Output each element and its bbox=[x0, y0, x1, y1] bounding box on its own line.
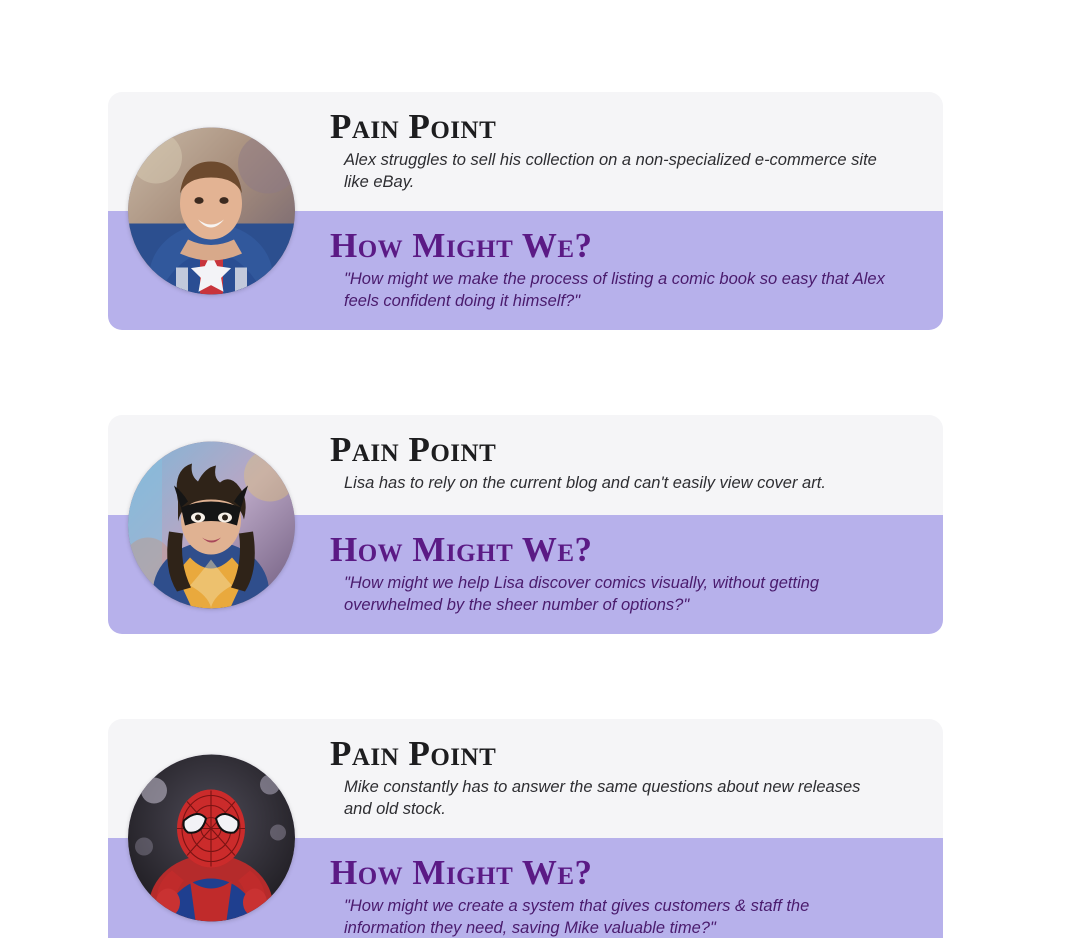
how-might-we-heading: How Might We? bbox=[330, 226, 593, 266]
pain-point-heading: Pain Point bbox=[330, 430, 497, 470]
how-might-we-heading: How Might We? bbox=[330, 853, 593, 893]
how-might-we-text: "How might we create a system that gives customers & staff the information they need, saving Mike valuable time?" bbox=[344, 896, 810, 937]
how-might-we-heading: How Might We? bbox=[330, 530, 593, 570]
pain-point-text: Lisa has to rely on the current blog and can't easily view cover art. bbox=[344, 473, 826, 492]
pain-point-heading: Pain Point bbox=[330, 107, 497, 146]
batgirl-cosplayer-avatar bbox=[128, 441, 295, 608]
pain-point-heading: Pain Point bbox=[330, 734, 497, 774]
how-might-we-text: "How might we make the process of listing a comic book so easy that Alex feels confident doing it himself?" bbox=[344, 269, 885, 310]
pain-point-text: Alex struggles to sell his collection on a non-specialized e-commerce site like eBay. bbox=[344, 150, 877, 191]
how-might-we-text: "How might we help Lisa discover comics visually, without getting overwhelmed by the sheer number of options?" bbox=[344, 573, 820, 614]
captain-america-cosplayer-avatar bbox=[128, 128, 295, 295]
spiderman-cosplayer-avatar bbox=[128, 755, 295, 922]
pain-point-text: Mike constantly has to answer the same questions about new releases and old stock. bbox=[344, 777, 861, 818]
persona-card bbox=[108, 719, 943, 938]
persona-card bbox=[108, 415, 943, 634]
card-list bbox=[108, 92, 943, 938]
persona-card bbox=[108, 92, 943, 330]
